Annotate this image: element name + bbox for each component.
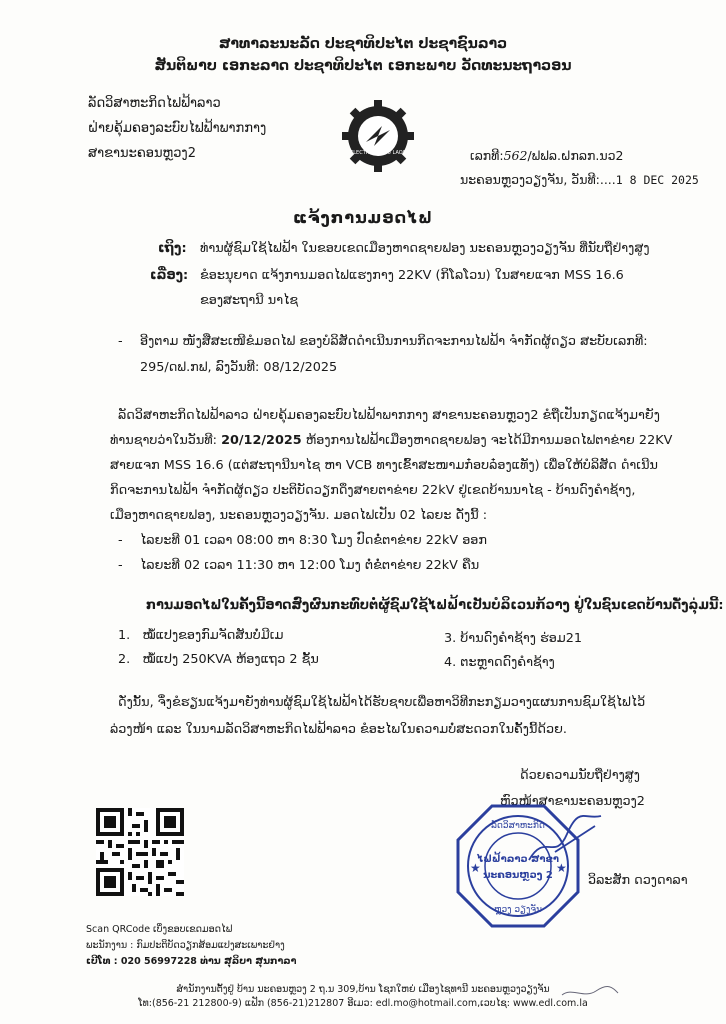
reference-bullet: -: [118, 334, 123, 349]
body-line2: ທ່ານຊາບວ່າໃນວັນທີ: 20/12/2025 ຫ້ອງການໄຟຟ້າເມືອງຫາດຊາຍຟອງ ຈະໄດ້ມີການມອດໄຟຕາຂ່າຍ 22KV: [110, 433, 673, 448]
reference-line2: 295/ດຟ.ກຟ, ລົງວັນທີ: 08/12/2025: [140, 360, 338, 375]
body-line5: ເມືອງຫາດຊາຍຟອງ, ນະຄອນຫຼວງວຽງຈັນ. ມອດໄຟເປັນ 02 ໄລຍະ ດັ່ງນີ້ :: [110, 508, 488, 523]
to-label: ເຖິງ:: [158, 241, 187, 256]
closing-line2: ລ່ວງໜ້າ ແລະ ໃນນາມລັດວິສາຫະກິດໄຟຟ້າລາວ ຂໍອະໄພໃນຄວາມບໍ່ສະດວກໃນຄັ້ງນີ້ດ້ວຍ.: [110, 722, 567, 737]
ref-number: ເລກທີ:562/ຟຟລ.ຝກລກ.ນວ2: [470, 148, 624, 163]
org-name: ລັດວິສາຫະກິດໄຟຟ້າລາວ: [88, 96, 221, 111]
period-item: ໄລຍະທີ 02 ເວລາ 11:30 ຫາ 12:00 ໂມງ ຕໍ່ຂໍ່ຕາຂ່າຍ 22kV ຄືນ: [140, 558, 480, 573]
svg-text:★: ★: [556, 861, 567, 875]
body-line1: ລັດວິສາຫະກິດໄຟຟ້າລາວ ຝ່າຍຄຸ້ມຄອງລະບົບໄຟຟ້າພາກກາງ ສາຂານະຄອນຫຼວງ2 ຂໍຖືເປັນກຽດແຈ້ງມາຍັງ: [118, 408, 660, 423]
national-title: ສາທາລະນະລັດ ປະຊາທິປະໄຕ ປະຊາຊົນລາວ: [218, 36, 508, 52]
signoff-regards: ດ້ວຍຄວາມນັບຖືຢ່າງສູງ: [520, 768, 640, 783]
signature: [525, 812, 605, 872]
org-division: ຝ່າຍຄຸ້ມຄອງລະບົບໄຟຟ້າພາກກາງ: [88, 121, 267, 136]
svg-text:ຫຼວງ ວຽງຈັນ: ຫຼວງ ວຽງຈັນ: [494, 905, 542, 915]
area-item: 3. ບ້ານດົງຄຳຊ້າງ ຮ່ອມ21: [444, 631, 583, 646]
qr-code[interactable]: [96, 808, 184, 896]
logo-text: ELECTRICITE DU LAOS: [350, 150, 406, 156]
contact-line: ເບີໂທ : 020 56997228 ທ່ານ ສຸລິບາ ສຸນກາລາ: [86, 956, 297, 967]
reference-line1: ອີງຕາມ ໜັງສືສະເໜີຂໍມອດໄຟ ຂອງບໍລິສັດດຳເນີນການກິດຈະການໄຟຟ້າ ຈຳກັດຜູ້ດຽວ ສະບັບເລກທີ:: [140, 334, 648, 349]
affected-intro: ການມອດໄຟໃນຄັ້ງນີ້ອາດສົ່ງຜົນກະທົບຕໍ່ຜູ້ຊົມໃຊ້ໄຟຟ້າເປັນບໍລິເວນກ້ວາງ ຢູ່ໃນຊົນເຂດບ້ານດັ່ງລຸ່ມນີ້:: [146, 598, 724, 613]
subject-line2: ຂອງສະຖານີ ນາໄຊ: [200, 293, 299, 308]
qr-caption: Scan QRCode ເບິ່ງຂອບເຂດມອດໄຟ: [86, 924, 233, 935]
area-item: 4. ຕະຫຼາດດົງຄຳຊ້າງ: [444, 655, 555, 670]
period-item: ໄລຍະທີ 01 ເວລາ 08:00 ຫາ 8:30 ໂມງ ປົດຂໍ່ຕາຂ່າຍ 22kV ອອກ: [140, 533, 487, 548]
period-bullet: -: [118, 558, 123, 573]
subject-label: ເລື່ອງ:: [150, 268, 189, 283]
ref-date: ນະຄອນຫຼວງວຽງຈັນ, ວັນທີ:....1 8 DEC 2025: [460, 172, 699, 187]
drafter-line: ພະນັກງານ : ກົມປະຕິບັດວຽກສ້ອມແປງສະເພາະຢ່າງ: [86, 940, 285, 951]
svg-text:★: ★: [470, 861, 481, 875]
national-motto: ສັນຕິພາບ ເອກະລາດ ປະຊາທິປະໄຕ ເອກະພາບ ວັດທະນະຖາວອນ: [154, 58, 572, 74]
body-line3: ສາຍແຈກ MSS 16.6 (ແຕ່ສະຖານີນາໄຊ ຫາ VCB ທາງເຂົ້າສະໜາມກ໋ອບລ໋ອງແທັງ) ເພື່ອໃຫ້ບໍລິສັດ ດຳເນີນ: [110, 458, 658, 473]
body-line4: ກິດຈະການໄຟຟ້າ ຈຳກັດຜູ້ດຽວ ປະຕິບັດວຽກດຶງສາຍຕາຂ່າຍ 22kV ຢູ່ເຂດບ້ານນາໄຊ - ບ້ານດົງຄຳຊ້າງ,: [110, 483, 636, 498]
signer-name: ວິລະສັກ ດວງດາລາ: [588, 873, 688, 888]
svg-text:ໄຟຟ້າລາວ ສາຂາ: ໄຟຟ້າລາວ ສາຂາ: [476, 854, 560, 865]
signoff-title: ຫົວໜ້າສາຂານະຄອນຫຼວງ2: [500, 794, 645, 809]
period-bullet: -: [118, 533, 123, 548]
to-text: ທ່ານຜູ້ຊົມໃຊ້ໄຟຟ້າ ໃນຂອບເຂດເມືອງຫາດຊາຍຟອງ ນະຄອນຫຼວງວຽງຈັນ ທີ່ນັບຖືຢ່າງສູງ: [200, 241, 650, 256]
footer-contact: ໂທ:(856-21 212800-9) ແຟັກ (856-21)212807 ອີເມວ: edl.mo@hotmail.com,ເວບໄຊ: www.edl.com.la: [138, 998, 588, 1009]
footer-address: ສຳນັກງານຕັ້ງຢູ່ ບ້ານ ນະຄອນຫຼວງ 2 ຖ.ນ 309,ບ້ານ ໂຊກໃຫຍ່ ເມືອງໄຊທານີ ນະຄອນຫຼວງວຽງຈັນ: [176, 984, 550, 995]
closing-line1: ດັ່ງນັ້ນ, ຈຶ່ງຂໍຮຽນແຈ້ງມາຍັງທ່ານຜູ້ຊົມໃຊ້ໄຟຟ້າໄດ້ຮັບຊາບເພື່ອຫາວິທີກະກຽມວາງແຜນການຊົມໃຊ້ໄຟໄວ້: [118, 695, 646, 710]
area-item: 2. ໝໍ້ແປງ 250KVA ຫ້ອງແຖວ 2 ຊັ້ນ: [118, 652, 319, 667]
svg-text:ລັດວິສາຫະກິດ: ລັດວິສາຫະກິດ: [491, 821, 545, 831]
edl-logo-icon: [338, 96, 418, 176]
svg-text:ນະຄອນຫຼວງ 2: ນະຄອນຫຼວງ 2: [483, 870, 553, 881]
area-item: 1. ໝໍ້ແປງຂອງກົມຈັດສັນບໍ່ມີເມ: [118, 628, 284, 643]
org-branch: ສາຂານະຄອນຫຼວງ2: [88, 146, 196, 161]
subject-line1: ຂໍອະນຸຍາດ ແຈ້ງການມອດໄຟແຮງກາງ 22KV (ກິໂລໂວນ) ໃນສາຍແຈກ MSS 16.6: [200, 268, 624, 283]
notice-title: ແຈ້ງການມອດໄຟ: [292, 208, 434, 227]
